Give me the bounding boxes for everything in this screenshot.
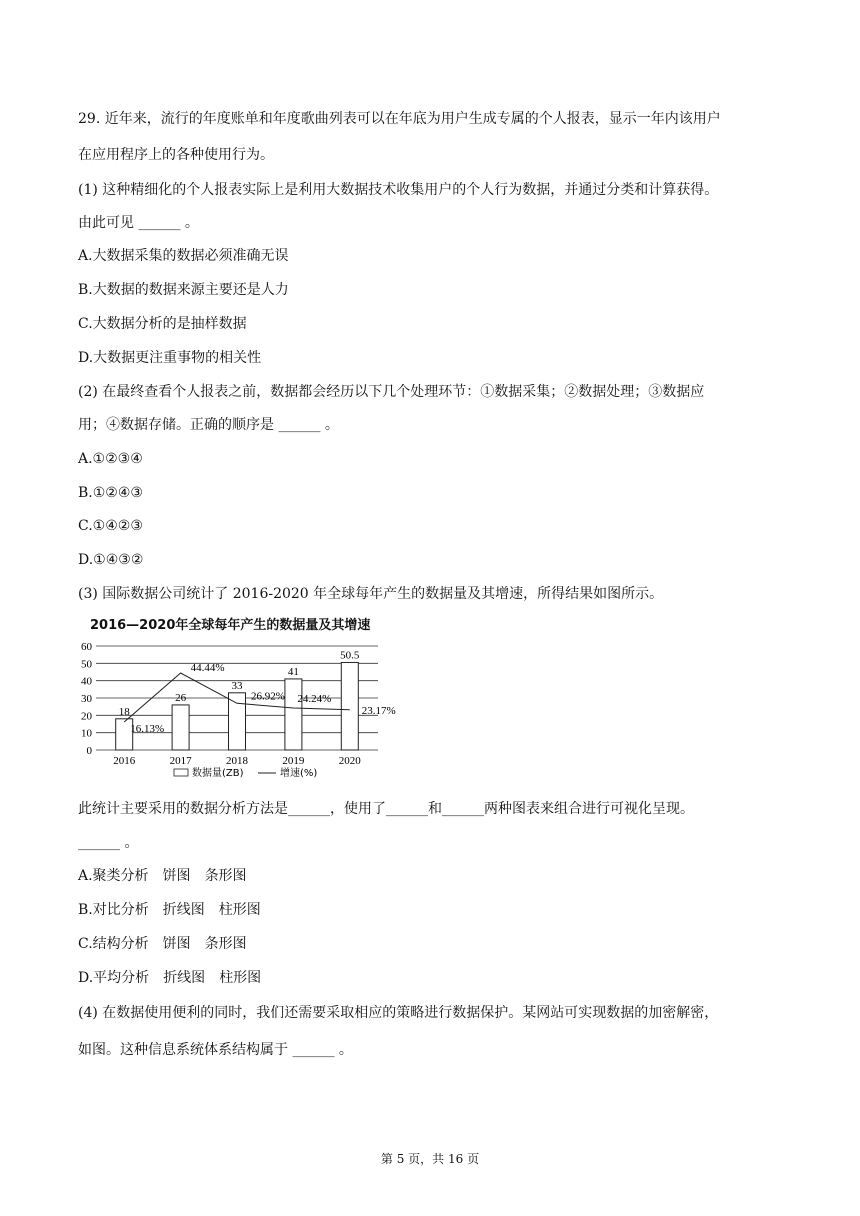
q2-option-c: C.①④②③ bbox=[78, 518, 143, 534]
q3-option-c-chart1: 饼图 bbox=[162, 936, 191, 952]
q1-option-d: D.大数据更注重事物的相关性 bbox=[78, 350, 262, 366]
q1-option-b: B.大数据的数据来源主要还是人力 bbox=[78, 282, 289, 298]
legend-bar-swatch bbox=[174, 769, 188, 776]
bar-data-label: 33 bbox=[231, 679, 243, 692]
x-tick-label: 2019 bbox=[282, 755, 305, 767]
x-tick-label: 2020 bbox=[338, 755, 361, 767]
data-volume-chart bbox=[78, 614, 418, 790]
q2-text-line1: (2) 在最终查看个人报表之前，数据都会经历以下几个处理环节：①数据采集；②数据处理；③数据应 bbox=[78, 384, 705, 400]
legend-line-label: 增速(%) bbox=[280, 768, 318, 779]
q4-text-line2: 如图。这种信息系统体系结构属于 ______ 。 bbox=[78, 1042, 353, 1058]
bar-data-label: 50.5 bbox=[340, 649, 360, 662]
bar bbox=[229, 693, 246, 750]
bar-data-label: 18 bbox=[118, 705, 130, 718]
q3-option-a-chart1: 饼图 bbox=[162, 868, 191, 884]
bar bbox=[172, 705, 189, 750]
q3-option-d-chart1: 折线图 bbox=[163, 970, 206, 986]
q3-text-after-line1: 此统计主要采用的数据分析方法是______，使用了______和______两种图表来组合进行可视化呈现。 bbox=[78, 801, 694, 817]
x-tick-label: 2018 bbox=[226, 755, 248, 767]
growth-data-label: 26.92% bbox=[251, 690, 285, 703]
y-tick-label: 10 bbox=[81, 727, 92, 740]
bar-data-label: 41 bbox=[287, 665, 299, 678]
q3-option-b-chart2: 柱形图 bbox=[218, 902, 261, 918]
q3-option-c-chart2: 条形图 bbox=[204, 936, 247, 952]
growth-data-label: 24.24% bbox=[297, 692, 332, 705]
chart-title: 2016—2020年全球每年产生的数据量及其增速 bbox=[90, 618, 371, 633]
growth-data-label: 23.17% bbox=[361, 704, 396, 717]
q3-option-c bbox=[78, 934, 247, 954]
bar bbox=[285, 679, 302, 750]
chart-svg bbox=[78, 614, 418, 790]
q1-text-line1: (1) 这种精细化的个人报表实际上是利用大数据技术收集用户的个人行为数据，并通过分类和计算获得。 bbox=[78, 182, 719, 198]
q3-option-b-label: B.对比分析 bbox=[78, 902, 149, 918]
y-tick-label: 20 bbox=[81, 710, 92, 723]
bar bbox=[341, 662, 358, 750]
q3-option-a bbox=[78, 866, 247, 886]
q1-option-a: A.大数据采集的数据必须准确无误 bbox=[78, 248, 289, 264]
q3-option-b bbox=[78, 900, 261, 920]
x-tick-label: 2016 bbox=[113, 755, 136, 767]
page-footer: 第 5 页，共 16 页 bbox=[380, 1152, 480, 1166]
q3-option-a-label: A.聚类分析 bbox=[78, 868, 149, 884]
q2-text-line2: 用；④数据存储。正确的顺序是 ______ 。 bbox=[78, 417, 339, 433]
q3-option-d bbox=[78, 968, 261, 988]
bar-data-label: 26 bbox=[175, 691, 187, 704]
q3-option-b-chart1: 折线图 bbox=[162, 902, 205, 918]
q2-option-a: A.①②③④ bbox=[78, 451, 143, 467]
q3-option-a-chart2: 条形图 bbox=[204, 868, 247, 884]
growth-data-label: 44.44% bbox=[190, 661, 225, 674]
x-tick-label: 2017 bbox=[169, 755, 192, 767]
question-stem-line1: 29. 近年来，流行的年度账单和年度歌曲列表可以在年底为用户生成专属的个人报表，显示一年内该用户 bbox=[78, 111, 721, 127]
y-tick-label: 0 bbox=[86, 745, 92, 757]
y-tick-label: 30 bbox=[81, 693, 92, 705]
y-tick-label: 50 bbox=[81, 658, 92, 671]
q3-option-d-label: D.平均分析 bbox=[78, 970, 150, 986]
q2-option-b: B.①②④③ bbox=[78, 485, 143, 501]
q3-text-line1: (3) 国际数据公司统计了 2016-2020 年全球每年产生的数据量及其增速，所得结果如图所示。 bbox=[78, 586, 664, 602]
growth-data-label: 16.13% bbox=[130, 723, 165, 736]
q1-option-c: C.大数据分析的是抽样数据 bbox=[78, 316, 247, 332]
q3-option-c-label: C.结构分析 bbox=[78, 936, 149, 952]
q3-option-d-chart2: 柱形图 bbox=[219, 970, 262, 986]
q1-text-line2: 由此可见 ______ 。 bbox=[78, 215, 199, 231]
y-tick-label: 40 bbox=[81, 675, 92, 688]
q4-text-line1: (4) 在数据使用便利的同时，我们还需要采取相应的策略进行数据保护。某网站可实现数据的加密解密， bbox=[78, 1005, 719, 1021]
y-tick-label: 60 bbox=[81, 641, 92, 653]
question-stem-line2: 在应用程序上的各种使用行为。 bbox=[78, 147, 274, 163]
q2-option-d: D.①④③② bbox=[78, 552, 144, 568]
q3-text-after-line2: ______ 。 bbox=[78, 835, 139, 851]
legend-bar-label: 数据量(ZB) bbox=[192, 768, 244, 779]
